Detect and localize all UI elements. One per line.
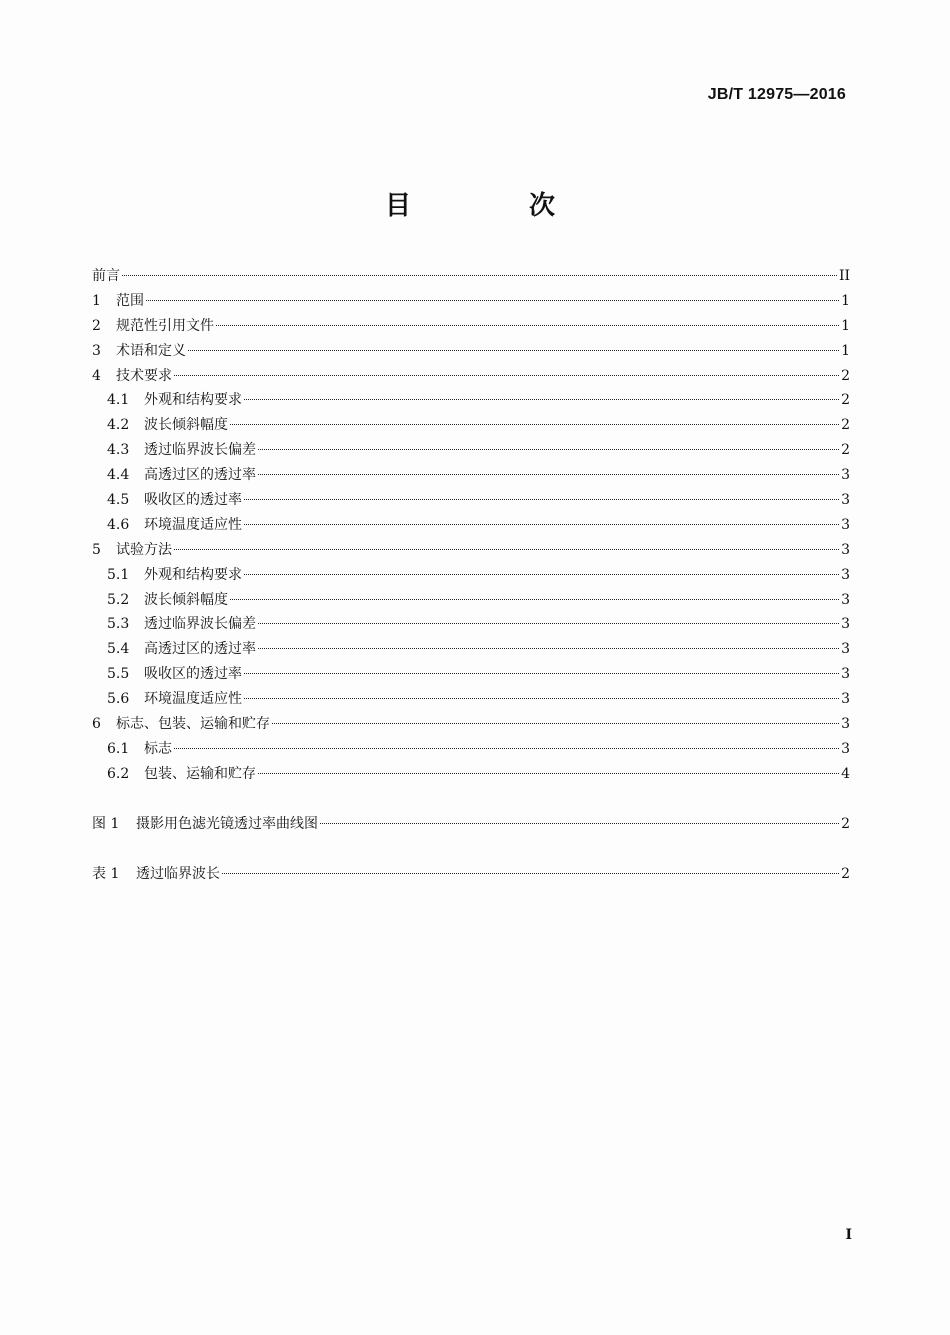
dot-leader bbox=[122, 275, 837, 276]
toc-entry-label: 环境温度适应性 bbox=[144, 691, 242, 708]
toc-entry-number: 4.2 bbox=[107, 417, 130, 434]
toc-entry-page: 1 bbox=[841, 317, 850, 334]
toc-entry-page: 3 bbox=[841, 666, 850, 683]
toc-entry[interactable] bbox=[92, 612, 850, 637]
toc-entry-label: 技术要求 bbox=[116, 367, 172, 384]
toc-entry-number: 6 bbox=[92, 716, 101, 733]
toc-entry-number: 6.2 bbox=[107, 765, 130, 782]
toc-entry-number: 6.1 bbox=[107, 740, 130, 757]
dot-leader bbox=[230, 599, 839, 600]
toc-entries bbox=[92, 264, 850, 787]
toc-entry[interactable] bbox=[92, 488, 850, 513]
dot-leader bbox=[258, 623, 839, 624]
dot-leader bbox=[272, 723, 839, 724]
toc-entry-page: 3 bbox=[841, 616, 850, 633]
table-of-contents bbox=[92, 264, 850, 886]
toc-entry-page: 2 bbox=[841, 815, 850, 832]
toc-entry-page: 3 bbox=[841, 467, 850, 484]
toc-entry-page: 1 bbox=[841, 342, 850, 359]
toc-entry-page: 2 bbox=[841, 865, 850, 882]
dot-leader bbox=[320, 823, 839, 824]
dot-leader bbox=[258, 449, 839, 450]
toc-entry-number: 5.3 bbox=[107, 616, 130, 633]
toc-entry-number: 5.6 bbox=[107, 691, 130, 708]
dot-leader bbox=[244, 399, 839, 400]
toc-entry-number: 1 bbox=[92, 292, 101, 309]
toc-entry-number: 4.3 bbox=[107, 442, 130, 459]
dot-leader bbox=[188, 350, 839, 351]
toc-entry-page: 3 bbox=[841, 591, 850, 608]
toc-entry-label: 透过临界波长偏差 bbox=[144, 616, 256, 633]
toc-entry-number: 图 1 bbox=[92, 815, 120, 832]
dot-leader bbox=[258, 474, 839, 475]
toc-entry-label: 透过临界波长 bbox=[136, 865, 220, 882]
toc-entry[interactable] bbox=[92, 862, 850, 887]
toc-entry[interactable] bbox=[92, 388, 850, 413]
toc-entry-page: 2 bbox=[841, 417, 850, 434]
toc-entry-page: 3 bbox=[841, 740, 850, 757]
toc-entry[interactable] bbox=[92, 588, 850, 613]
dot-leader bbox=[222, 873, 839, 874]
toc-entry-label: 术语和定义 bbox=[116, 342, 186, 359]
dot-leader bbox=[244, 499, 839, 500]
toc-entry-label: 环境温度适应性 bbox=[144, 516, 242, 533]
dot-leader bbox=[244, 574, 839, 575]
toc-entry-number: 5.2 bbox=[107, 591, 130, 608]
toc-entry-label: 高透过区的透过率 bbox=[144, 467, 256, 484]
toc-entry-label: 前言 bbox=[92, 268, 120, 284]
toc-entry[interactable] bbox=[92, 662, 850, 687]
toc-entry-label: 透过临界波长偏差 bbox=[144, 442, 256, 459]
toc-entry[interactable] bbox=[92, 339, 850, 364]
dot-leader bbox=[244, 698, 839, 699]
toc-entry-label: 波长倾斜幅度 bbox=[144, 417, 228, 434]
toc-entry[interactable] bbox=[92, 762, 850, 787]
dot-leader bbox=[174, 748, 839, 749]
toc-entry[interactable] bbox=[92, 314, 850, 339]
toc-entry-number: 4.6 bbox=[107, 516, 130, 533]
toc-entry-number: 5.4 bbox=[107, 641, 130, 658]
dot-leader bbox=[258, 648, 839, 649]
toc-entry-page: 3 bbox=[841, 541, 850, 558]
toc-entry-number: 4.4 bbox=[107, 467, 130, 484]
toc-entry[interactable] bbox=[92, 637, 850, 662]
toc-entry-label: 吸收区的透过率 bbox=[144, 666, 242, 683]
dot-leader bbox=[244, 524, 839, 525]
toc-entry-page: 3 bbox=[841, 492, 850, 509]
toc-entry-page: 2 bbox=[841, 392, 850, 409]
figure-list bbox=[92, 812, 850, 837]
toc-entry-page: 3 bbox=[841, 691, 850, 708]
toc-entry-page: 4 bbox=[841, 765, 850, 782]
toc-entry-label: 试验方法 bbox=[116, 541, 172, 558]
toc-entry-page: 2 bbox=[841, 442, 850, 459]
dot-leader bbox=[258, 773, 839, 774]
toc-entry-number: 4.1 bbox=[107, 392, 130, 409]
toc-entry-number: 5.1 bbox=[107, 566, 130, 583]
toc-entry-number: 5 bbox=[92, 541, 101, 558]
toc-entry-label: 高透过区的透过率 bbox=[144, 641, 256, 658]
toc-entry[interactable] bbox=[92, 438, 850, 463]
toc-entry-label: 标志 bbox=[144, 740, 172, 757]
dot-leader bbox=[216, 325, 839, 326]
toc-entry[interactable] bbox=[92, 413, 850, 438]
toc-entry[interactable] bbox=[92, 513, 850, 538]
table-list bbox=[92, 862, 850, 887]
page-title: 目 次 bbox=[384, 191, 601, 221]
toc-entry-number: 表 1 bbox=[92, 865, 120, 882]
toc-entry-page: 3 bbox=[841, 641, 850, 658]
toc-entry-number: 4 bbox=[92, 367, 101, 384]
toc-entry[interactable] bbox=[92, 687, 850, 712]
toc-entry-label: 吸收区的透过率 bbox=[144, 492, 242, 509]
toc-entry-label: 外观和结构要求 bbox=[144, 566, 242, 583]
dot-leader bbox=[146, 300, 839, 301]
toc-entry-label: 规范性引用文件 bbox=[116, 317, 214, 334]
toc-entry-label: 外观和结构要求 bbox=[144, 392, 242, 409]
toc-entry-label: 标志、包装、运输和贮存 bbox=[116, 716, 270, 733]
toc-entry[interactable] bbox=[92, 289, 850, 314]
toc-entry-label: 范围 bbox=[116, 292, 144, 309]
toc-entry[interactable] bbox=[92, 737, 850, 762]
toc-entry-page: 3 bbox=[841, 566, 850, 583]
toc-entry-number: 2 bbox=[92, 317, 101, 334]
toc-entry-page: 3 bbox=[841, 716, 850, 733]
toc-entry-label: 包装、运输和贮存 bbox=[144, 765, 256, 782]
standard-code: JB/T 12975—2016 bbox=[707, 86, 846, 103]
dot-leader bbox=[244, 673, 839, 674]
toc-entry[interactable] bbox=[92, 364, 850, 389]
toc-entry-number: 3 bbox=[92, 342, 101, 359]
dot-leader bbox=[230, 424, 839, 425]
toc-entry[interactable] bbox=[92, 538, 850, 563]
toc-entry[interactable] bbox=[92, 712, 850, 737]
toc-entry[interactable] bbox=[92, 264, 850, 289]
toc-entry-page: 3 bbox=[841, 516, 850, 533]
toc-entry-number: 4.5 bbox=[107, 492, 130, 509]
toc-entry-page: 2 bbox=[841, 367, 850, 384]
toc-entry-page: 1 bbox=[841, 292, 850, 309]
toc-entry-page: II bbox=[838, 268, 850, 284]
dot-leader bbox=[174, 549, 839, 550]
toc-entry[interactable] bbox=[92, 812, 850, 837]
toc-entry[interactable] bbox=[92, 463, 850, 488]
toc-entry-label: 波长倾斜幅度 bbox=[144, 591, 228, 608]
toc-entry[interactable] bbox=[92, 563, 850, 588]
toc-entry-number: 5.5 bbox=[107, 666, 130, 683]
toc-entry-label: 摄影用色滤光镜透过率曲线图 bbox=[136, 815, 318, 832]
dot-leader bbox=[174, 375, 839, 376]
page-number: I bbox=[845, 1227, 852, 1243]
